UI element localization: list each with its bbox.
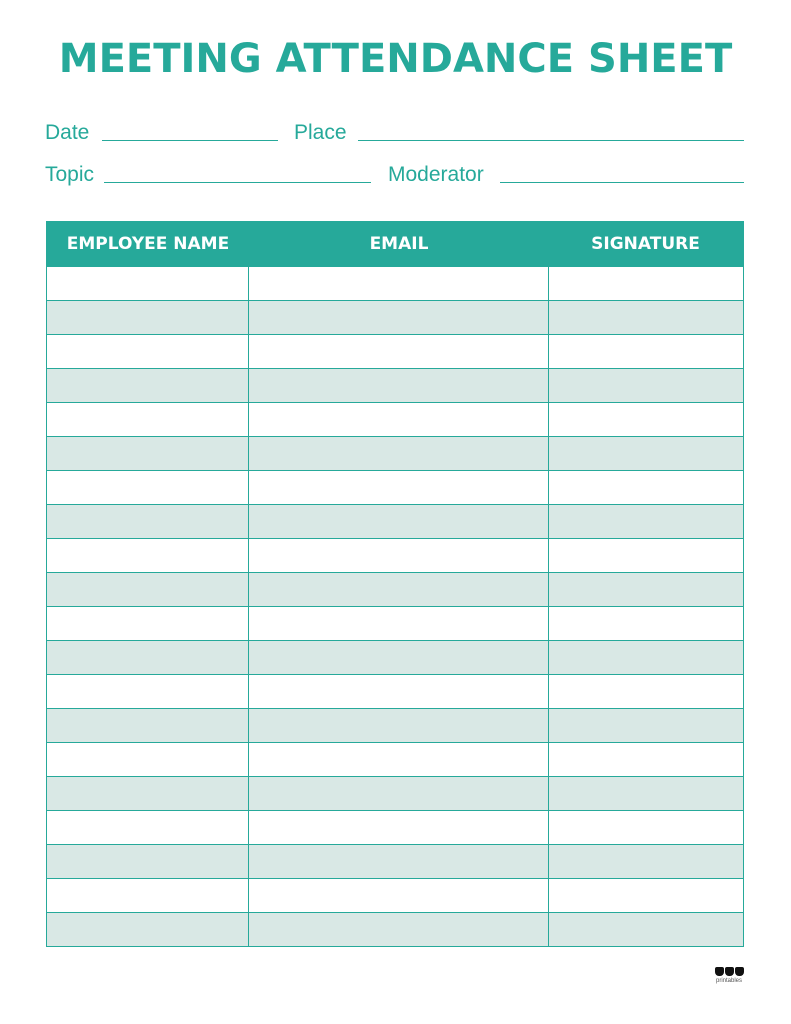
email-cell[interactable] (249, 573, 549, 606)
name-cell[interactable] (47, 913, 249, 946)
signature-cell[interactable] (549, 913, 742, 946)
table-row (47, 708, 743, 742)
table-row (47, 810, 743, 844)
table-row (47, 912, 743, 946)
signature-cell[interactable] (549, 505, 742, 538)
name-cell[interactable] (47, 811, 249, 844)
table-row (47, 776, 743, 810)
place-field[interactable] (358, 140, 744, 141)
signature-cell[interactable] (549, 471, 742, 504)
logo-icon (715, 967, 744, 976)
name-cell[interactable] (47, 675, 249, 708)
table-row (47, 402, 743, 436)
email-cell[interactable] (249, 301, 549, 334)
table-row (47, 572, 743, 606)
table-row (47, 334, 743, 368)
email-cell[interactable] (249, 811, 549, 844)
name-cell[interactable] (47, 845, 249, 878)
email-cell[interactable] (249, 743, 549, 776)
table-row (47, 606, 743, 640)
name-cell[interactable] (47, 369, 249, 402)
table-row (47, 266, 743, 300)
table-row (47, 674, 743, 708)
name-cell[interactable] (47, 641, 249, 674)
table-row (47, 300, 743, 334)
signature-cell[interactable] (549, 335, 742, 368)
printables-logo (711, 967, 747, 989)
email-cell[interactable] (249, 267, 549, 300)
email-cell[interactable] (249, 845, 549, 878)
topic-label: Topic (45, 163, 95, 186)
signature-cell[interactable] (549, 369, 742, 402)
email-cell[interactable] (249, 539, 549, 572)
name-cell[interactable] (47, 777, 249, 810)
name-cell[interactable] (47, 879, 249, 912)
name-cell[interactable] (47, 505, 249, 538)
table-row (47, 640, 743, 674)
email-cell[interactable] (249, 471, 549, 504)
signature-cell[interactable] (549, 777, 742, 810)
signature-cell[interactable] (549, 879, 742, 912)
signature-cell[interactable] (549, 675, 742, 708)
email-cell[interactable] (249, 335, 549, 368)
date-label: Date (45, 121, 90, 144)
logo-text: printables (715, 978, 742, 984)
table-row (47, 436, 743, 470)
signature-cell[interactable] (549, 437, 742, 470)
name-cell[interactable] (47, 301, 249, 334)
date-field[interactable] (102, 140, 278, 141)
page-title: MEETING ATTENDANCE SHEET (58, 36, 733, 82)
name-cell[interactable] (47, 335, 249, 368)
signature-cell[interactable] (549, 607, 742, 640)
table-body (47, 266, 743, 946)
email-cell[interactable] (249, 641, 549, 674)
signature-cell[interactable] (549, 641, 742, 674)
signature-cell[interactable] (549, 743, 742, 776)
email-cell[interactable] (249, 709, 549, 742)
signature-cell[interactable] (549, 811, 742, 844)
email-cell[interactable] (249, 607, 549, 640)
name-cell[interactable] (47, 573, 249, 606)
table-row (47, 844, 743, 878)
email-cell[interactable] (249, 437, 549, 470)
email-cell[interactable] (249, 777, 549, 810)
name-cell[interactable] (47, 539, 249, 572)
name-cell[interactable] (47, 607, 249, 640)
signature-cell[interactable] (549, 709, 742, 742)
table-row (47, 742, 743, 776)
attendance-table (46, 221, 744, 947)
signature-cell[interactable] (549, 573, 742, 606)
email-cell[interactable] (249, 403, 549, 436)
topic-field[interactable] (104, 182, 371, 183)
signature-cell[interactable] (549, 539, 742, 572)
place-label: Place (294, 121, 347, 144)
header-employee-name: EMPLOYEE NAME (66, 234, 230, 254)
table-row (47, 470, 743, 504)
signature-cell[interactable] (549, 845, 742, 878)
name-cell[interactable] (47, 471, 249, 504)
moderator-label: Moderator (388, 163, 484, 186)
email-cell[interactable] (249, 879, 549, 912)
name-cell[interactable] (47, 403, 249, 436)
table-row (47, 504, 743, 538)
name-cell[interactable] (47, 437, 249, 470)
email-cell[interactable] (249, 913, 549, 946)
moderator-field[interactable] (500, 182, 744, 183)
table-row (47, 368, 743, 402)
header-email: EMAIL (369, 234, 429, 254)
name-cell[interactable] (47, 709, 249, 742)
header-signature: SIGNATURE (591, 234, 700, 254)
table-row (47, 878, 743, 912)
signature-cell[interactable] (549, 403, 742, 436)
email-cell[interactable] (249, 369, 549, 402)
name-cell[interactable] (47, 743, 249, 776)
name-cell[interactable] (47, 267, 249, 300)
table-header (47, 222, 743, 266)
email-cell[interactable] (249, 675, 549, 708)
signature-cell[interactable] (549, 267, 742, 300)
signature-cell[interactable] (549, 301, 742, 334)
table-row (47, 538, 743, 572)
email-cell[interactable] (249, 505, 549, 538)
